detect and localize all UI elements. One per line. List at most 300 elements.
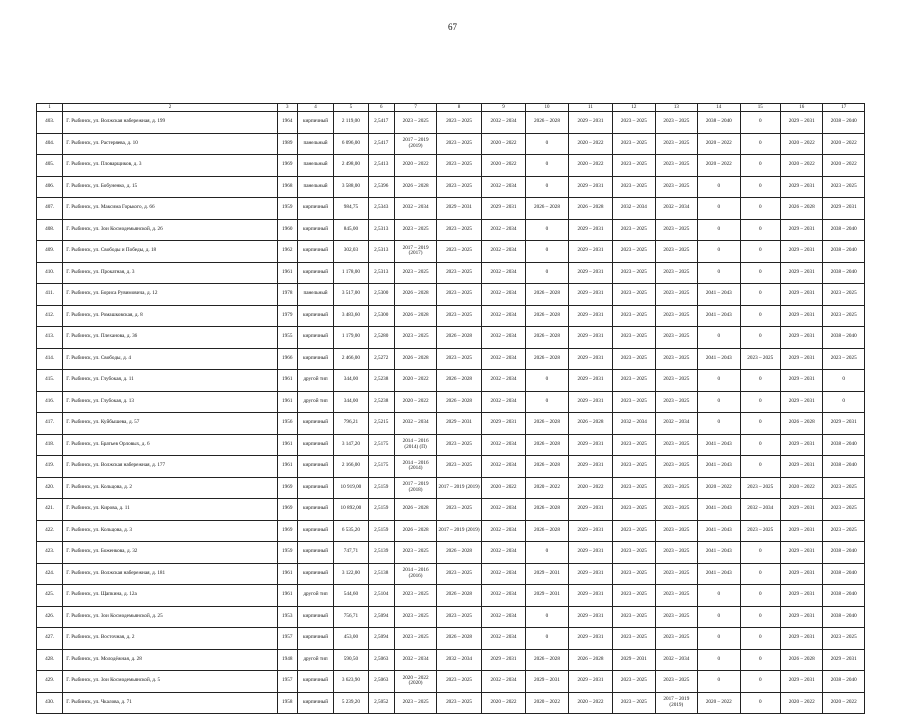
table-cell: 2026 – 2028 — [437, 391, 481, 413]
table-cell: 2029 – 2031 — [568, 348, 612, 370]
table-cell: 2023 – 2025 — [437, 434, 481, 456]
table-cell: 409. — [37, 241, 63, 263]
table-cell: 420. — [37, 477, 63, 499]
table-cell: 2023 – 2025 — [613, 112, 655, 134]
header-cell: 2 — [63, 104, 277, 112]
table-cell: 2029 – 2031 — [780, 112, 822, 134]
table-cell: 2023 – 2025 — [823, 176, 865, 198]
table-row — [37, 112, 865, 134]
table-cell: кирпичный — [297, 348, 333, 370]
table-cell: 2023 – 2025 — [613, 477, 655, 499]
table-cell: 2020 – 2022 — [698, 477, 740, 499]
table-cell: 2023 – 2025 — [655, 563, 697, 585]
table-cell: 2,5159 — [368, 477, 394, 499]
table-row — [37, 305, 865, 327]
table-cell: 1957 — [277, 671, 297, 693]
table-cell: 2029 – 2031 — [568, 520, 612, 542]
table-cell: 2023 – 2025 — [613, 305, 655, 327]
table-cell: 2026 – 2028 — [526, 305, 568, 327]
table-cell: 2020 – 2022 — [568, 692, 612, 714]
table-cell: 2020 – 2022 (2020) — [394, 671, 436, 693]
table-cell: 2029 – 2031 — [568, 628, 612, 650]
table-cell: 2038 – 2040 — [823, 563, 865, 585]
table-cell: 2029 – 2031 — [568, 305, 612, 327]
table-row — [37, 628, 865, 650]
table-cell: 2029 – 2031 — [481, 198, 525, 220]
table-cell: 10 919,00 — [334, 477, 368, 499]
table-cell: 2023 – 2025 — [394, 262, 436, 284]
table-row — [37, 241, 865, 263]
table-cell: 756,71 — [334, 606, 368, 628]
table-cell: 2026 – 2028 — [526, 284, 568, 306]
table-cell: кирпичный — [297, 520, 333, 542]
table-row — [37, 606, 865, 628]
table-cell: 0 — [526, 241, 568, 263]
table-cell: 2 119,00 — [334, 112, 368, 134]
table-cell: 2023 – 2025 — [613, 606, 655, 628]
table-cell: 2023 – 2025 — [823, 477, 865, 499]
table-cell: 2032 – 2034 — [481, 262, 525, 284]
table-cell: 0 — [740, 262, 780, 284]
table-cell: 2041 – 2043 — [698, 434, 740, 456]
table-cell: кирпичный — [297, 628, 333, 650]
table-row — [37, 348, 865, 370]
table-cell: 2023 – 2025 — [437, 219, 481, 241]
table-cell: 2029 – 2031 — [780, 671, 822, 693]
table-cell: 2029 – 2031 — [437, 413, 481, 435]
table-row — [37, 671, 865, 693]
table-cell: 2023 – 2025 — [437, 284, 481, 306]
table-cell: 411. — [37, 284, 63, 306]
table-cell: 2038 – 2040 — [823, 241, 865, 263]
table-cell: 2,5238 — [368, 391, 394, 413]
table-cell: 302,03 — [334, 241, 368, 263]
table-cell: 2,5313 — [368, 219, 394, 241]
table-cell: 425. — [37, 585, 63, 607]
table-cell: 2023 – 2025 — [613, 585, 655, 607]
table-cell: 2023 – 2025 — [613, 327, 655, 349]
table-cell: 2026 – 2028 — [780, 413, 822, 435]
table-cell: 2023 – 2025 — [740, 520, 780, 542]
table-cell: 2029 – 2031 — [568, 370, 612, 392]
table-cell: 0 — [740, 585, 780, 607]
table-cell: 1956 — [277, 413, 297, 435]
table-cell: 0 — [740, 112, 780, 134]
table-cell: другой тип — [297, 370, 333, 392]
table-cell: 2023 – 2025 — [437, 305, 481, 327]
table-cell: 2029 – 2031 — [780, 348, 822, 370]
table-cell: 2023 – 2025 — [655, 112, 697, 134]
table-cell: 796,21 — [334, 413, 368, 435]
table-cell: 2023 – 2025 — [655, 671, 697, 693]
table-cell: 544,60 — [334, 585, 368, 607]
table-cell: 2014 – 2016 (2014) — [394, 456, 436, 478]
table-cell: 2,5300 — [368, 305, 394, 327]
table-cell: 1969 — [277, 499, 297, 521]
address-cell: Г. Рыбинск, ул. Волжская набережная, д. 199 — [63, 112, 277, 134]
table-row — [37, 499, 865, 521]
table-cell: 2023 – 2025 — [655, 606, 697, 628]
table-cell: 0 — [526, 370, 568, 392]
table-cell: 2041 – 2043 — [698, 520, 740, 542]
table-cell: 2032 – 2034 — [481, 456, 525, 478]
address-cell: Г. Рыбинск, ул. Кольцова, д. 3 — [63, 520, 277, 542]
table-cell: 2029 – 2031 — [613, 649, 655, 671]
header-row — [37, 104, 865, 112]
table-cell: 2029 – 2031 — [568, 112, 612, 134]
table-cell: 1960 — [277, 219, 297, 241]
header-cell: 12 — [613, 104, 655, 112]
table-cell: 2023 – 2025 — [655, 284, 697, 306]
table-cell: 2023 – 2025 — [613, 284, 655, 306]
table-cell: 0 — [740, 434, 780, 456]
table-cell: 2029 – 2031 — [780, 606, 822, 628]
table-cell: другой тип — [297, 585, 333, 607]
table-cell: 2026 – 2028 — [526, 434, 568, 456]
table-cell: 2041 – 2043 — [698, 456, 740, 478]
table-cell: 2029 – 2031 — [568, 284, 612, 306]
address-cell: Г. Рыбинск, ул. Восточная, д. 2 — [63, 628, 277, 650]
table-cell: 2 466,00 — [334, 348, 368, 370]
table-cell: кирпичный — [297, 542, 333, 564]
table-cell: 2023 – 2025 — [655, 499, 697, 521]
table-cell: 2029 – 2031 — [568, 176, 612, 198]
table-cell: 2026 – 2028 — [437, 370, 481, 392]
table-cell: 1978 — [277, 284, 297, 306]
table-row — [37, 327, 865, 349]
header-cell: 13 — [655, 104, 697, 112]
table-cell: 2041 – 2043 — [698, 305, 740, 327]
table-cell: 2029 – 2031 — [780, 434, 822, 456]
table-cell: 2029 – 2031 — [780, 499, 822, 521]
table-cell: кирпичный — [297, 477, 333, 499]
table-row — [37, 477, 865, 499]
table-cell: 2029 – 2031 — [780, 585, 822, 607]
table-row — [37, 219, 865, 241]
header-cell: 14 — [698, 104, 740, 112]
table-cell: панельный — [297, 176, 333, 198]
table-cell: 2020 – 2022 — [780, 155, 822, 177]
address-cell: Г. Рыбинск, ул. Братьев Орловых, д. 6 — [63, 434, 277, 456]
table-cell: 2038 – 2040 — [823, 542, 865, 564]
table-cell: 429. — [37, 671, 63, 693]
table-cell: 1955 — [277, 327, 297, 349]
table-cell: 2,5300 — [368, 284, 394, 306]
table-cell: 344,00 — [334, 391, 368, 413]
table-cell: 2029 – 2031 — [823, 649, 865, 671]
table-cell: 2029 – 2031 — [780, 370, 822, 392]
table-cell: 2,5063 — [368, 649, 394, 671]
table-cell: 0 — [526, 606, 568, 628]
table-cell: 3 147,20 — [334, 434, 368, 456]
table-cell: 845,00 — [334, 219, 368, 241]
table-cell: 2023 – 2025 — [437, 348, 481, 370]
table-cell: 2023 – 2025 — [655, 155, 697, 177]
table-cell: 0 — [740, 241, 780, 263]
table-cell: 2017 – 2019 (2019) — [394, 133, 436, 155]
table-cell: 1961 — [277, 262, 297, 284]
table-cell: 2026 – 2028 — [526, 456, 568, 478]
table-cell: 0 — [698, 241, 740, 263]
table-cell: другой тип — [297, 649, 333, 671]
table-cell: 0 — [740, 456, 780, 478]
table-cell: 2029 – 2031 — [568, 327, 612, 349]
capital-repair-schedule-table — [36, 103, 865, 714]
table-cell: 408. — [37, 219, 63, 241]
table-cell: 0 — [698, 391, 740, 413]
table-cell: 2029 – 2031 — [526, 585, 568, 607]
table-cell: 2026 – 2028 — [394, 348, 436, 370]
table-cell: 0 — [698, 176, 740, 198]
table-cell: 0 — [526, 391, 568, 413]
table-cell: 1989 — [277, 133, 297, 155]
table-cell: кирпичный — [297, 434, 333, 456]
table-cell: 2,5417 — [368, 133, 394, 155]
table-cell: 2023 – 2025 — [613, 370, 655, 392]
table-cell: 3 483,60 — [334, 305, 368, 327]
table-cell: 1961 — [277, 391, 297, 413]
table-cell: 2038 – 2040 — [698, 112, 740, 134]
table-cell: 2023 – 2025 — [655, 305, 697, 327]
table-cell: 2029 – 2031 — [526, 563, 568, 585]
table-cell: 406. — [37, 176, 63, 198]
table-cell: 2020 – 2022 — [526, 692, 568, 714]
table-cell: 2017 – 2019 (2017) — [394, 241, 436, 263]
header-cell: 15 — [740, 104, 780, 112]
table-cell: 2020 – 2022 — [698, 692, 740, 714]
header-cell: 10 — [526, 104, 568, 112]
table-cell: 2032 – 2034 — [481, 284, 525, 306]
table-cell: 2,5104 — [368, 585, 394, 607]
table-cell: 1958 — [277, 692, 297, 714]
table-cell: 2029 – 2031 — [568, 606, 612, 628]
table-cell: 2023 – 2025 — [437, 692, 481, 714]
table-cell: 2 498,00 — [334, 155, 368, 177]
table-cell: 2023 – 2025 — [437, 671, 481, 693]
table-cell: 0 — [740, 628, 780, 650]
table-cell: 2026 – 2028 — [568, 198, 612, 220]
table-cell: 2032 – 2034 — [481, 176, 525, 198]
table-row — [37, 456, 865, 478]
table-cell: 2026 – 2028 — [780, 649, 822, 671]
table-cell: 0 — [698, 413, 740, 435]
table-cell: 2,5396 — [368, 176, 394, 198]
table-cell: 2029 – 2031 — [568, 434, 612, 456]
table-cell: 2026 – 2028 — [568, 649, 612, 671]
address-cell: Г. Рыбинск, ул. Волжская набережная, д. 181 — [63, 563, 277, 585]
table-cell: 2023 – 2025 — [613, 563, 655, 585]
table-cell: 3 623,90 — [334, 671, 368, 693]
table-cell: 453,00 — [334, 628, 368, 650]
table-cell: 0 — [740, 176, 780, 198]
table-cell: 2023 – 2025 — [613, 456, 655, 478]
table-cell: 590,50 — [334, 649, 368, 671]
table-cell: 1969 — [277, 477, 297, 499]
table-cell: 415. — [37, 370, 63, 392]
table-cell: 2029 – 2031 — [568, 391, 612, 413]
table-cell: 2023 – 2025 — [613, 348, 655, 370]
table-cell: 1959 — [277, 542, 297, 564]
table-cell: 2029 – 2031 — [568, 563, 612, 585]
table-cell: 2023 – 2025 — [437, 241, 481, 263]
table-cell: 1966 — [277, 348, 297, 370]
table-cell: 0 — [740, 391, 780, 413]
table-cell: 5 239,20 — [334, 692, 368, 714]
table-cell: кирпичный — [297, 671, 333, 693]
header-cell: 1 — [37, 104, 63, 112]
table-cell: 414. — [37, 348, 63, 370]
address-cell: Г. Рыбинск, ул. Боженкова, д. 32 — [63, 542, 277, 564]
table-cell: 2038 – 2040 — [823, 262, 865, 284]
address-cell: Г. Рыбинск, ул. Глубокая, д. 13 — [63, 391, 277, 413]
table-cell: 0 — [740, 219, 780, 241]
table-cell: 2023 – 2025 — [655, 262, 697, 284]
table-cell: 2020 – 2022 — [780, 692, 822, 714]
table-row — [37, 198, 865, 220]
table-cell: 2029 – 2031 — [780, 628, 822, 650]
table-cell: 2023 – 2025 — [655, 370, 697, 392]
table-cell: 2029 – 2031 — [780, 391, 822, 413]
table-cell: 2041 – 2043 — [698, 348, 740, 370]
table-cell: 2038 – 2040 — [823, 456, 865, 478]
address-cell: Г. Рыбинск, ул. Глубокая, д. 11 — [63, 370, 277, 392]
table-row — [37, 262, 865, 284]
table-cell: 0 — [740, 327, 780, 349]
table-cell: 0 — [823, 391, 865, 413]
table-cell: 423. — [37, 542, 63, 564]
table-cell: кирпичный — [297, 219, 333, 241]
address-cell: Г. Рыбинск, ул. Молодёжная, д. 28 — [63, 649, 277, 671]
table-cell: 2032 – 2034 — [481, 499, 525, 521]
table-cell: 2032 – 2034 — [481, 585, 525, 607]
table-row — [37, 692, 865, 714]
table-row — [37, 176, 865, 198]
table-cell: 2,5417 — [368, 112, 394, 134]
table-cell: 2026 – 2028 — [526, 649, 568, 671]
table-cell: 2032 – 2034 — [481, 628, 525, 650]
address-cell: Г. Рыбинск, ул. Растеряева, д. 10 — [63, 133, 277, 155]
table-cell: 0 — [740, 649, 780, 671]
address-cell: Г. Рыбинск, ул. Куйбышева, д. 57 — [63, 413, 277, 435]
table-cell: 2029 – 2031 — [481, 413, 525, 435]
address-cell: Г. Рыбинск, ул. Прокатная, д. 3 — [63, 262, 277, 284]
table-row — [37, 585, 865, 607]
table-cell: 0 — [698, 327, 740, 349]
table-cell: 0 — [526, 219, 568, 241]
table-cell: 2029 – 2031 — [568, 241, 612, 263]
table-cell: 2026 – 2028 — [780, 198, 822, 220]
table-row — [37, 391, 865, 413]
table-cell: 2029 – 2031 — [780, 176, 822, 198]
table-cell: 2029 – 2031 — [481, 649, 525, 671]
table-cell: 427. — [37, 628, 63, 650]
table-cell: 747,71 — [334, 542, 368, 564]
table-cell: 2023 – 2025 — [394, 327, 436, 349]
table-cell: 2032 – 2034 — [481, 348, 525, 370]
table-cell: 2032 – 2034 — [481, 112, 525, 134]
table-cell: 1964 — [277, 112, 297, 134]
table-cell: 2020 – 2022 — [481, 692, 525, 714]
table-cell: 416. — [37, 391, 63, 413]
table-cell: 2029 – 2031 — [780, 284, 822, 306]
table-cell: 2026 – 2028 — [526, 112, 568, 134]
table-cell: 2023 – 2025 — [394, 628, 436, 650]
table-cell: 2023 – 2025 — [655, 477, 697, 499]
table-cell: 2026 – 2028 — [526, 520, 568, 542]
table-cell: 417. — [37, 413, 63, 435]
table-cell: 2029 – 2031 — [568, 671, 612, 693]
table-cell: 984,75 — [334, 198, 368, 220]
table-cell: 2020 – 2022 — [526, 477, 568, 499]
table-cell: кирпичный — [297, 198, 333, 220]
table-cell: 1948 — [277, 649, 297, 671]
table-cell: 2038 – 2040 — [823, 585, 865, 607]
table-cell: кирпичный — [297, 606, 333, 628]
table-cell: 2023 – 2025 — [613, 241, 655, 263]
table-cell: 0 — [698, 262, 740, 284]
table-cell: 1961 — [277, 585, 297, 607]
header-cell: 6 — [368, 104, 394, 112]
table-cell: 2020 – 2022 — [394, 391, 436, 413]
table-cell: 2032 – 2034 — [613, 413, 655, 435]
table-cell: 1969 — [277, 155, 297, 177]
table-cell: 2023 – 2025 — [437, 563, 481, 585]
table-cell: 0 — [740, 542, 780, 564]
table-cell: 2020 – 2022 — [698, 133, 740, 155]
table-cell: 2032 – 2034 — [481, 520, 525, 542]
address-cell: Г. Рыбинск, ул. Бобуненко, д. 15 — [63, 176, 277, 198]
table-cell: 2023 – 2025 — [394, 542, 436, 564]
table-cell: 2,5238 — [368, 370, 394, 392]
table-cell: 2032 – 2034 — [613, 198, 655, 220]
table-cell: 0 — [698, 370, 740, 392]
table-cell: 2023 – 2025 — [394, 112, 436, 134]
table-cell: 2026 – 2028 — [394, 305, 436, 327]
table-row — [37, 370, 865, 392]
table-cell: 2020 – 2022 — [823, 692, 865, 714]
header-cell: 5 — [334, 104, 368, 112]
table-cell: 2020 – 2022 — [823, 155, 865, 177]
table-cell: 2032 – 2034 — [655, 413, 697, 435]
table-cell: кирпичный — [297, 305, 333, 327]
table-cell: 2,5280 — [368, 327, 394, 349]
table-cell: 0 — [740, 155, 780, 177]
table-cell: 1961 — [277, 434, 297, 456]
table-cell: 2032 – 2034 — [481, 370, 525, 392]
table-cell: 2023 – 2025 — [437, 176, 481, 198]
table-cell: 0 — [740, 133, 780, 155]
table-cell: 413. — [37, 327, 63, 349]
table-cell: 2023 – 2025 — [655, 628, 697, 650]
table-cell: 2023 – 2025 — [655, 456, 697, 478]
table-cell: 430. — [37, 692, 63, 714]
table-cell: 2023 – 2025 — [437, 112, 481, 134]
table-cell: 0 — [740, 305, 780, 327]
table-cell: 2020 – 2022 — [481, 477, 525, 499]
table-cell: 2023 – 2025 — [613, 391, 655, 413]
table-cell: 0 — [740, 198, 780, 220]
table-cell: 2029 – 2031 — [780, 520, 822, 542]
address-cell: Г. Рыбинск, ул. Зои Космодемьянской, д. 5 — [63, 671, 277, 693]
table-cell: 2029 – 2031 — [823, 198, 865, 220]
table-cell: 2017 – 2019 (2019) — [437, 520, 481, 542]
table-cell: 1968 — [277, 176, 297, 198]
header-cell: 8 — [437, 104, 481, 112]
table-cell: 3 588,00 — [334, 176, 368, 198]
table-cell: 2,5094 — [368, 606, 394, 628]
table-cell: 405. — [37, 155, 63, 177]
table-cell: 0 — [740, 563, 780, 585]
